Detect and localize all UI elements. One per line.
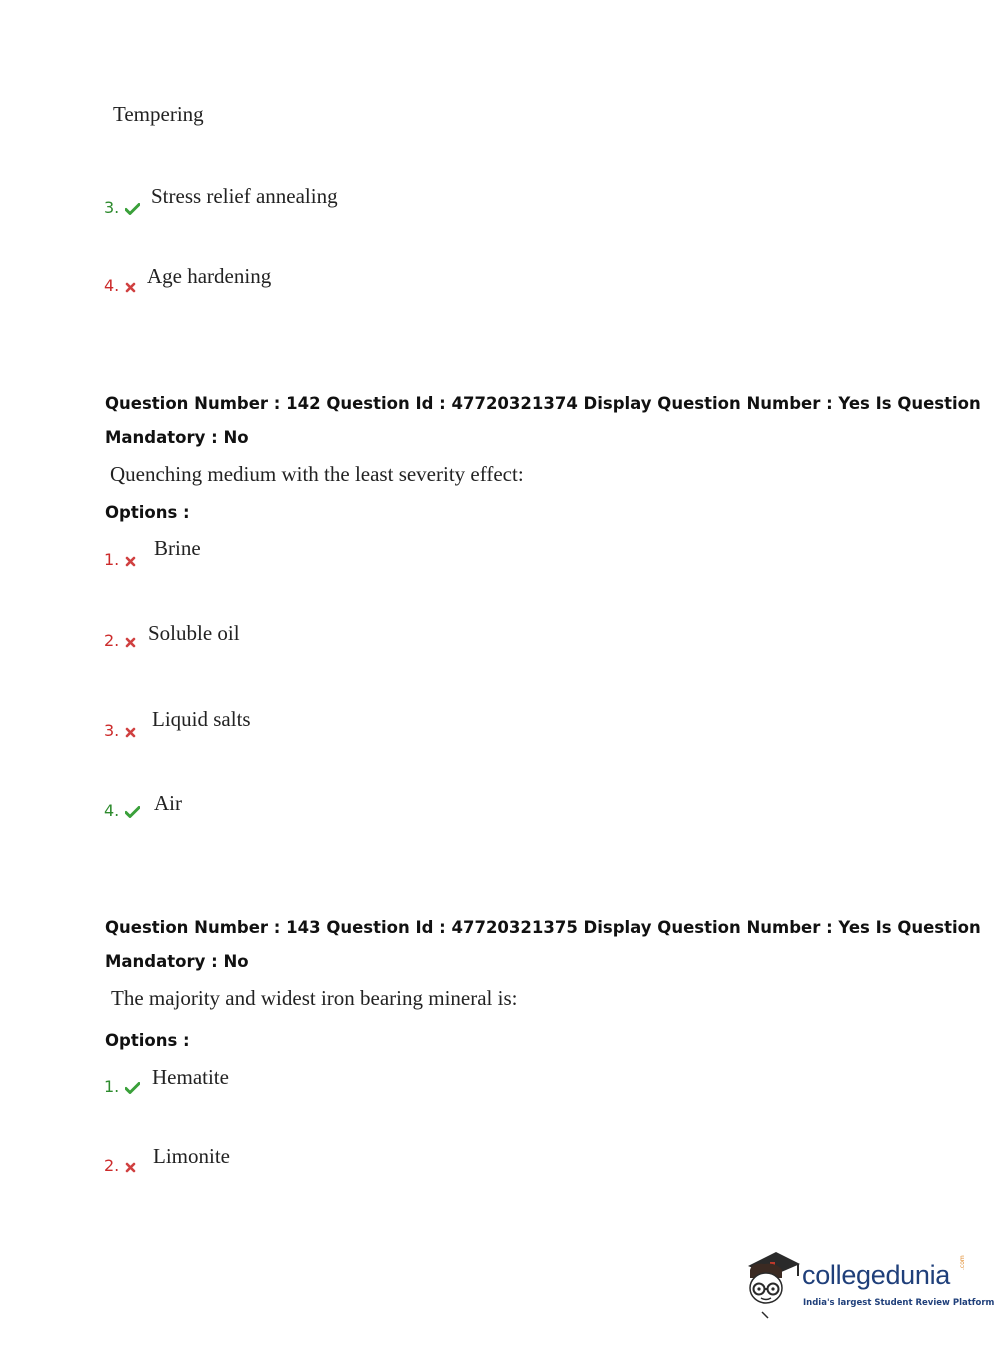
option-number: 4.	[104, 276, 120, 295]
question-mandatory: Mandatory : No	[105, 952, 249, 971]
cross-icon	[125, 1162, 136, 1173]
option-row	[104, 1077, 140, 1097]
question-meta: Question Number : 142 Question Id : 47720321374 Display Question Number : Yes Is Question	[105, 394, 981, 413]
check-icon	[125, 806, 140, 818]
options-label: Options :	[105, 503, 190, 522]
option-row	[104, 550, 136, 570]
option-row	[104, 198, 140, 218]
question-meta: Question Number : 143 Question Id : 47720321375 Display Question Number : Yes Is Question	[105, 918, 981, 937]
logo-tagline: India's largest Student Review Platform	[803, 1298, 995, 1308]
question-text: Quenching medium with the least severity effect:	[110, 462, 524, 486]
option-number: 2.	[104, 1156, 120, 1175]
option-row	[104, 721, 136, 741]
option-text: Limonite	[153, 1144, 230, 1168]
collegedunia-logo	[742, 1248, 995, 1320]
option-number: 2.	[104, 631, 120, 650]
question-mandatory: Mandatory : No	[105, 428, 249, 447]
option-text: Soluble oil	[148, 621, 240, 645]
option-number: 3.	[104, 198, 120, 217]
option-number: 3.	[104, 721, 120, 740]
option-text: Tempering	[113, 102, 204, 126]
option-row	[104, 1156, 136, 1176]
cross-icon	[125, 556, 136, 567]
option-text: Hematite	[152, 1065, 229, 1089]
option-row	[104, 801, 140, 821]
logo-suffix: .com	[959, 1255, 966, 1270]
option-text: Air	[154, 791, 182, 815]
option-row	[104, 276, 136, 296]
mascot-icon	[742, 1248, 804, 1320]
check-icon	[125, 203, 140, 215]
option-text: Age hardening	[147, 264, 272, 288]
option-text: Brine	[154, 536, 201, 560]
cross-icon	[125, 282, 136, 293]
option-number: 1.	[104, 550, 120, 569]
option-text: Liquid salts	[152, 707, 251, 731]
cross-icon	[125, 637, 136, 648]
question-text: The majority and widest iron bearing mineral is:	[111, 986, 518, 1010]
options-label: Options :	[105, 1031, 190, 1050]
option-number: 4.	[104, 801, 120, 820]
logo-wordmark: collegedunia	[802, 1260, 951, 1290]
check-icon	[125, 1082, 140, 1094]
cross-icon	[125, 727, 136, 738]
option-text: Stress relief annealing	[151, 184, 338, 208]
option-row	[104, 631, 136, 651]
option-number: 1.	[104, 1077, 120, 1096]
